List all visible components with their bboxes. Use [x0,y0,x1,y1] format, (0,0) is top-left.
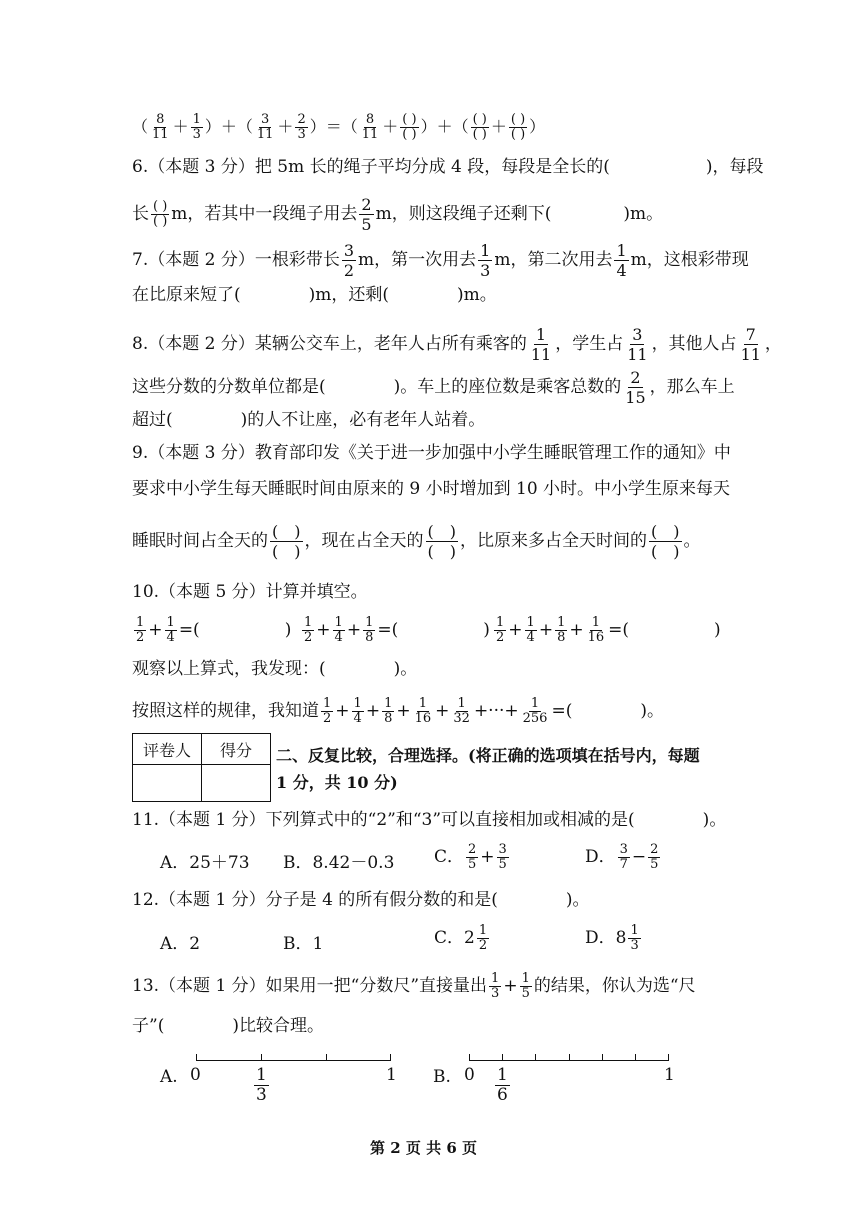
q10-eq2: $\frac{1}{2}$ + $\frac{1}{4}$ + $\frac{1}{8}$ =( ) [304,615,490,645]
ruler-b-label: B. [433,1067,451,1087]
q5-expression: （ $\frac{8}{11}$ ＋ $\frac{1}{3}$ ）＋（ $\frac{3}{11}$ ＋ $\frac{2}{3}$ ）＝（ $\frac{8}{11}$ ＋ $\frac{( )}{( )}$ ）＋（ $\frac{( )}{( )}$ ＋ $\frac{( )}{( )}$ ） [132,112,546,142]
ruler-b-zero: 0 [464,1065,475,1085]
q10-rule: 按照这样的规律，我知道 $\frac{1}{2}$ + $\frac{1}{4}$ + $\frac{1}{8}$ + $\frac{1}{16}$ + $\frac{1}{32}$ +···+ $\frac{1}{256}$ =( )。 [132,696,664,726]
q11-option-d: D． $\frac{3}{7}$ − $\frac{2}{5}$ [585,842,659,872]
ruler-b-one: 1 [664,1065,675,1085]
reviewer-header: 评卷人 [133,734,202,765]
q8-line1: 8.（本题 2 分）某辆公交车上，老年人占所有乘客的 $\frac{1}{11}$ ，学生占 $\frac{3}{11}$ ，其他人占 $\frac{7}{11}$ ， [132,325,782,364]
q13-line1: 13.（本题 1 分）如果用一把“分数尺”直接量出 $\frac{1}{3}$ + $\frac{1}{5}$ 的结果，你认为选“尺 [132,971,696,1001]
ruler-a-mark: $\frac{1}{3}$ [256,1065,267,1105]
q8-line2: 这些分数的分数单位都是( )。车上的座位数是乘客总数的 $\frac{2}{15}$ ，那么车上 [132,368,735,407]
score-header: 得分 [202,734,271,765]
section2-heading-line1: 二、反复比较，合理选择。(将正确的选项填在括号内，每题 [276,746,700,765]
page-footer: 第 2 页 共 6 页 [370,1139,477,1157]
ruler-b-mark: $\frac{1}{6}$ [497,1065,508,1105]
q12-option-a: A．2 [160,934,201,954]
score-table [132,733,271,802]
q10-title: 10.（本题 5 分）计算并填空。 [132,582,368,602]
q9-line3: 睡眠时间占全天的 $\frac{( )}{( )}$ ，现在占全天的 $\frac{( )}{( )}$ ，比原来多占全天时间的 $\frac{( )}{( )}$ 。 [132,522,701,561]
section2-heading-line2: 1 分，共 10 分) [276,773,398,792]
q7-line1: 7.（本题 2 分）一根彩带长 $\frac{3}{2}$ m，第一次用去 $\frac{1}{3}$ m，第二次用去 $\frac{1}{4}$ m，这根彩带现 [132,241,749,280]
q6-line1: 6.（本题 3 分）把 5m 长的绳子平均分成 4 段，每段是全长的( )，每段 [132,157,764,177]
q6-line2: 长 $\frac{( )}{( )}$ m，若其中一段绳子用去 $\frac{2}{5}$ m，则这段绳子还剩下( )m。 [132,195,664,234]
ruler-a-zero: 0 [190,1065,201,1085]
q8-line3: 超过( )的人不让座，必有老年人站着。 [132,410,486,430]
ruler-a-label: A. [160,1067,178,1087]
q13-line2: 子”( )比较合理。 [132,1016,324,1036]
q11-option-b: B．8.42－0.3 [283,853,395,873]
q12-stem: 12.（本题 1 分）分子是 4 的所有假分数的和是( )。 [132,890,590,910]
q12-option-d: D．8 $\frac{1}{3}$ [585,923,639,953]
q12-option-c: C．2 $\frac{1}{2}$ [434,923,488,953]
q10-eq3: $\frac{1}{2}$ + $\frac{1}{4}$ + $\frac{1}{8}$ + $\frac{1}{16}$ =( ) [496,615,721,645]
q10-observe: 观察以上算式，我发现：( )。 [132,659,418,679]
q9-line1: 9.（本题 3 分）教育部印发《关于进一步加强中小学生睡眠管理工作的通知》中 [132,443,731,463]
q11-option-a: A．25＋73 [160,853,250,873]
q9-line2: 要求中小学生每天睡眠时间由原来的 9 小时增加到 10 小时。中小学生原来每天 [132,479,731,499]
score-cell [202,765,271,802]
ruler-a-one: 1 [386,1065,397,1085]
q11-stem: 11.（本题 1 分）下列算式中的“2”和“3”可以直接相加或相减的是( )。 [132,810,727,830]
q10-eq1: $\frac{1}{2}$ + $\frac{1}{4}$ =( ) [136,615,292,645]
q7-line2: 在比原来短了( )m，还剩( )m。 [132,285,497,305]
q11-option-c: C． $\frac{2}{5}$ + $\frac{3}{5}$ [434,842,507,872]
q12-option-b: B．1 [283,934,324,954]
reviewer-cell [133,765,202,802]
